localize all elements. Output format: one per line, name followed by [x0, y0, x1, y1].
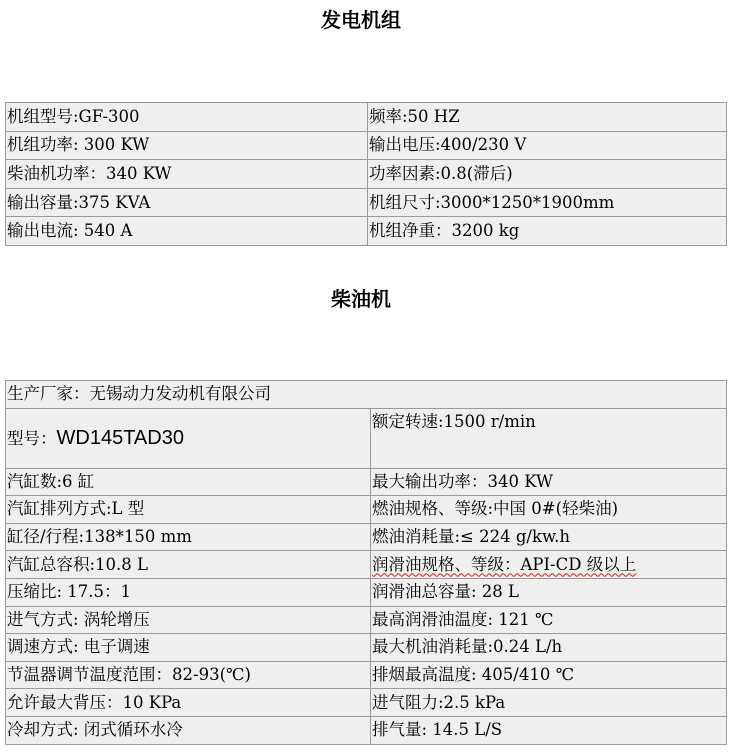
spec-cell: 节温器调节温度范围：82-93(℃) — [6, 661, 371, 689]
spec-cell: 柴油机功率：340 KW — [6, 160, 368, 189]
spec-cell: 汽缸总容积:10.8 L — [6, 551, 371, 579]
spec-cell: 机组型号:GF-300 — [6, 103, 368, 132]
table-row — [6, 578, 727, 606]
table-row — [6, 551, 727, 579]
spec-cell: 润滑油总容量: 28 L — [371, 578, 727, 606]
spec-cell: 机组功率: 300 KW — [6, 131, 368, 160]
table-row — [6, 661, 727, 689]
spec-cell: 最大机油消耗量:0.24 L/h — [371, 634, 727, 662]
spec-cell: 进气方式: 涡轮增压 — [6, 606, 371, 634]
engine-section-title: 柴油机 — [331, 287, 391, 311]
manufacturer-cell: 生产厂家：无锡动力发动机有限公司 — [6, 381, 727, 409]
engine-spec-table — [5, 380, 727, 745]
table-row — [6, 496, 727, 524]
genset-section-title: 发电机组 — [321, 8, 401, 32]
spec-text: 润滑油规格、等级：API-CD 级以上 — [372, 554, 637, 574]
spec-cell: 机组尺寸:3000*1250*1900mm — [368, 188, 727, 217]
spec-cell: 排气量: 14.5 L/S — [371, 716, 727, 744]
table-row — [6, 381, 727, 409]
table-row — [6, 468, 727, 496]
spec-cell: 压缩比: 17.5：1 — [6, 578, 371, 606]
spec-cell: 最高润滑油温度: 121 ℃ — [371, 606, 727, 634]
spec-cell: 输出电压:400/230 V — [368, 131, 727, 160]
spec-cell: 汽缸排列方式:L 型 — [6, 496, 371, 524]
spec-cell: 冷却方式: 闭式循环水冷 — [6, 716, 371, 744]
rated-speed-cell: 额定转速:1500 r/min — [371, 408, 727, 468]
spec-cell: 排烟最高温度: 405/410 ℃ — [371, 661, 727, 689]
table-row — [6, 606, 727, 634]
table-row — [6, 103, 727, 132]
table-row — [6, 523, 727, 551]
table-row — [6, 188, 727, 217]
model-cell — [6, 408, 371, 468]
table-row — [6, 689, 727, 717]
spec-cell: 输出容量:375 KVA — [6, 188, 368, 217]
spec-cell: 燃油消耗量:≤ 224 g/kw.h — [371, 523, 727, 551]
spec-cell: 汽缸数:6 缸 — [6, 468, 371, 496]
table-row — [6, 160, 727, 189]
spec-cell — [371, 551, 727, 579]
spec-cell: 进气阻力:2.5 kPa — [371, 689, 727, 717]
model-code: WD145TAD30 — [56, 426, 184, 449]
table-row — [6, 634, 727, 662]
spec-cell: 调速方式: 电子调速 — [6, 634, 371, 662]
table-row — [6, 408, 727, 468]
spec-cell: 机组净重：3200 kg — [368, 217, 727, 246]
spec-cell: 燃油规格、等级:中国 0#(轻柴油) — [371, 496, 727, 524]
spec-cell: 功率因素:0.8(滞后) — [368, 160, 727, 189]
spec-cell: 频率:50 HZ — [368, 103, 727, 132]
table-row — [6, 131, 727, 160]
spec-cell: 允许最大背压：10 KPa — [6, 689, 371, 717]
spec-cell: 最大输出功率：340 KW — [371, 468, 727, 496]
table-row — [6, 217, 727, 246]
spec-cell: 缸径/行程:138*150 mm — [6, 523, 371, 551]
table-row — [6, 716, 727, 744]
spec-cell: 输出电流: 540 A — [6, 217, 368, 246]
genset-spec-table — [5, 102, 727, 246]
model-label: 型号： — [7, 428, 57, 448]
